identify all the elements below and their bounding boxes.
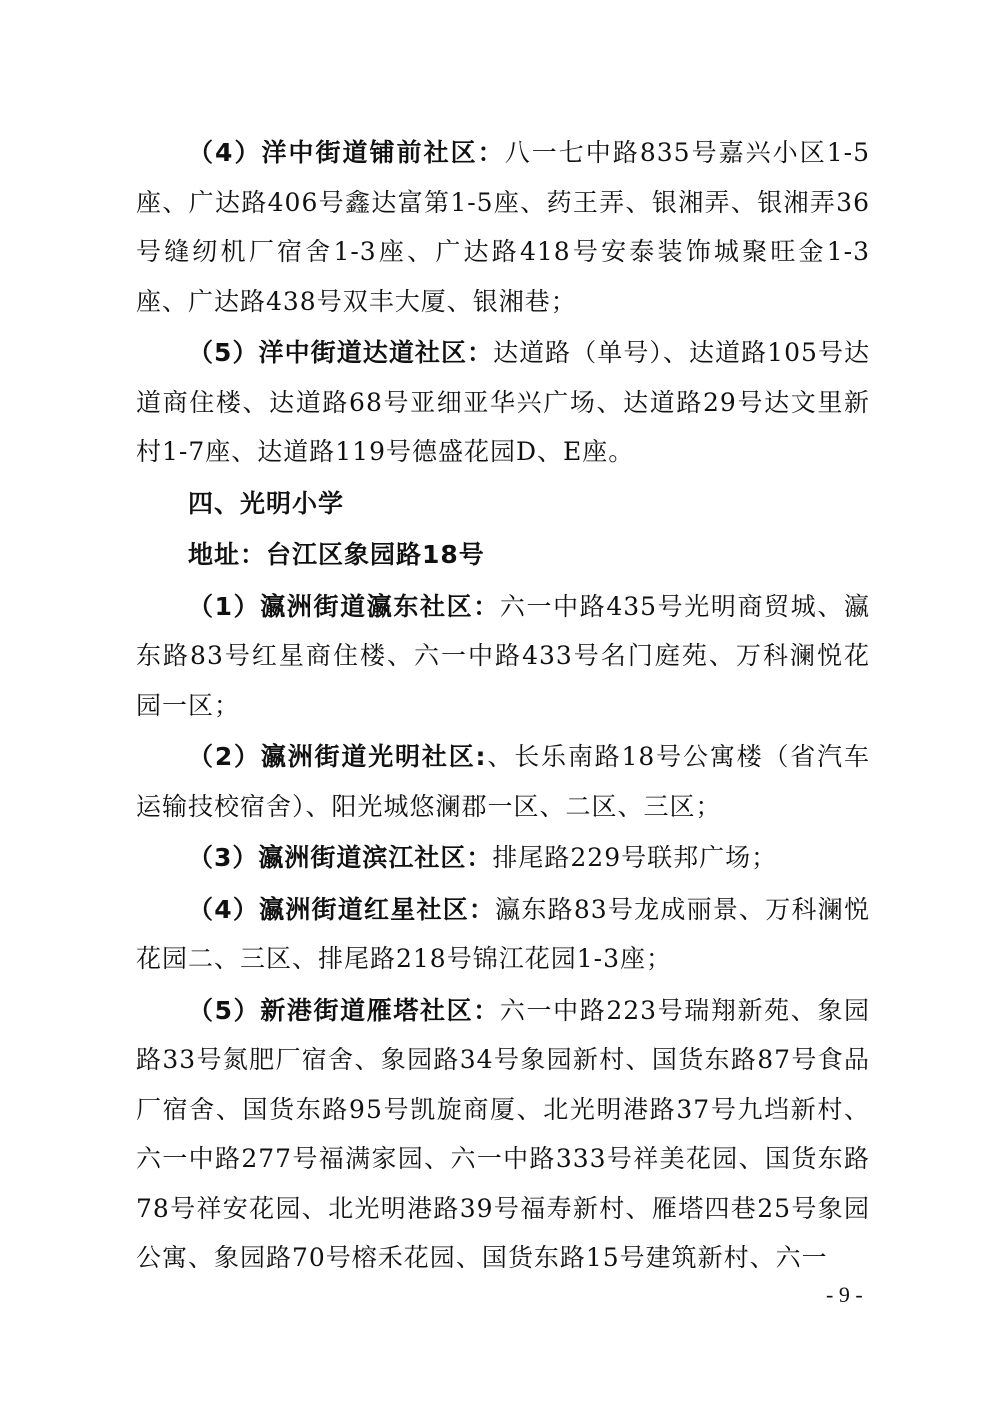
- paragraph-lead: （2）瀛洲街道光明社区:: [188, 742, 487, 771]
- paragraph-text: 六一中路435号光明商贸城、瀛东路83号红星商住楼、六一中路433号名门庭苑、万科澜悦花园一区；: [136, 591, 870, 720]
- paragraph-text: 六一中路223号瑞翔新苑、象园路33号氮肥厂宿舍、象园路34号象园新村、国货东路87号食品厂宿舍、国货东路95号凯旋商厦、北光明港路37号九垱新村、六一中路277号福满家园、六一中路333号祥美花园、国货东路78号祥安花园、北光明港路39号福寿新村、雁塔四巷25号象园公寓、象园路70号榕禾花园、国货东路15号建筑新村、六一: [136, 995, 870, 1272]
- paragraph-lead: （4）瀛洲街道红星社区：: [188, 894, 496, 924]
- paragraph-text: 八一七中路835号嘉兴小区1-5座、广达路406号鑫达富第1-5座、药王弄、银湘弄、银湘弄36号缝纫机厂宿舍1-3座、广达路418号安泰装饰城聚旺金1-3座、广达路438号双丰大厦、银湘巷；: [136, 138, 870, 316]
- paragraph-text: 瀛东路83号龙成丽景、万科澜悦花园二、三区、排尾路218号锦江花园1-3座；: [136, 894, 870, 973]
- paragraph-lead: （4）洋中街道铺前社区：: [188, 138, 505, 167]
- section-heading: 四、光明小学: [188, 488, 345, 518]
- paragraph-binjiang-community: [136, 833, 870, 883]
- paragraph-text: 排尾路229号联邦广场；: [492, 843, 778, 872]
- paragraph-guangming-community: [136, 732, 870, 831]
- paragraph-lead: （3）瀛洲街道滨江社区：: [188, 843, 493, 872]
- paragraph-puqian-community: [136, 128, 870, 326]
- paragraph-yanta-community: [136, 986, 870, 1283]
- paragraph-lead: （5）新港街道雁塔社区：: [188, 995, 500, 1025]
- document-page: [136, 128, 870, 1283]
- paragraph-lead: （5）洋中街道达道社区：: [188, 338, 494, 367]
- paragraph-lead: （1）瀛洲街道瀛东社区：: [188, 591, 500, 621]
- paragraph-text: 达道路（单号）、达道路105号达道商住楼、达道路68号亚细亚华兴广场、达道路29号达文里新村1-7座、达道路119号德盛花园D、E座。: [136, 338, 870, 466]
- paragraph-dadao-community: [136, 328, 870, 477]
- page-number: - 9 -: [826, 1282, 863, 1307]
- paragraph-hongxing-community: [136, 885, 870, 984]
- paragraph-yingdong-community: [136, 582, 870, 731]
- paragraph-text: 、长乐南路18号公寓楼（省汽车运输技校宿舍）、阳光城悠澜郡一区、二区、三区；: [136, 742, 870, 821]
- address-line: 地址：台江区象园路18号: [188, 540, 485, 569]
